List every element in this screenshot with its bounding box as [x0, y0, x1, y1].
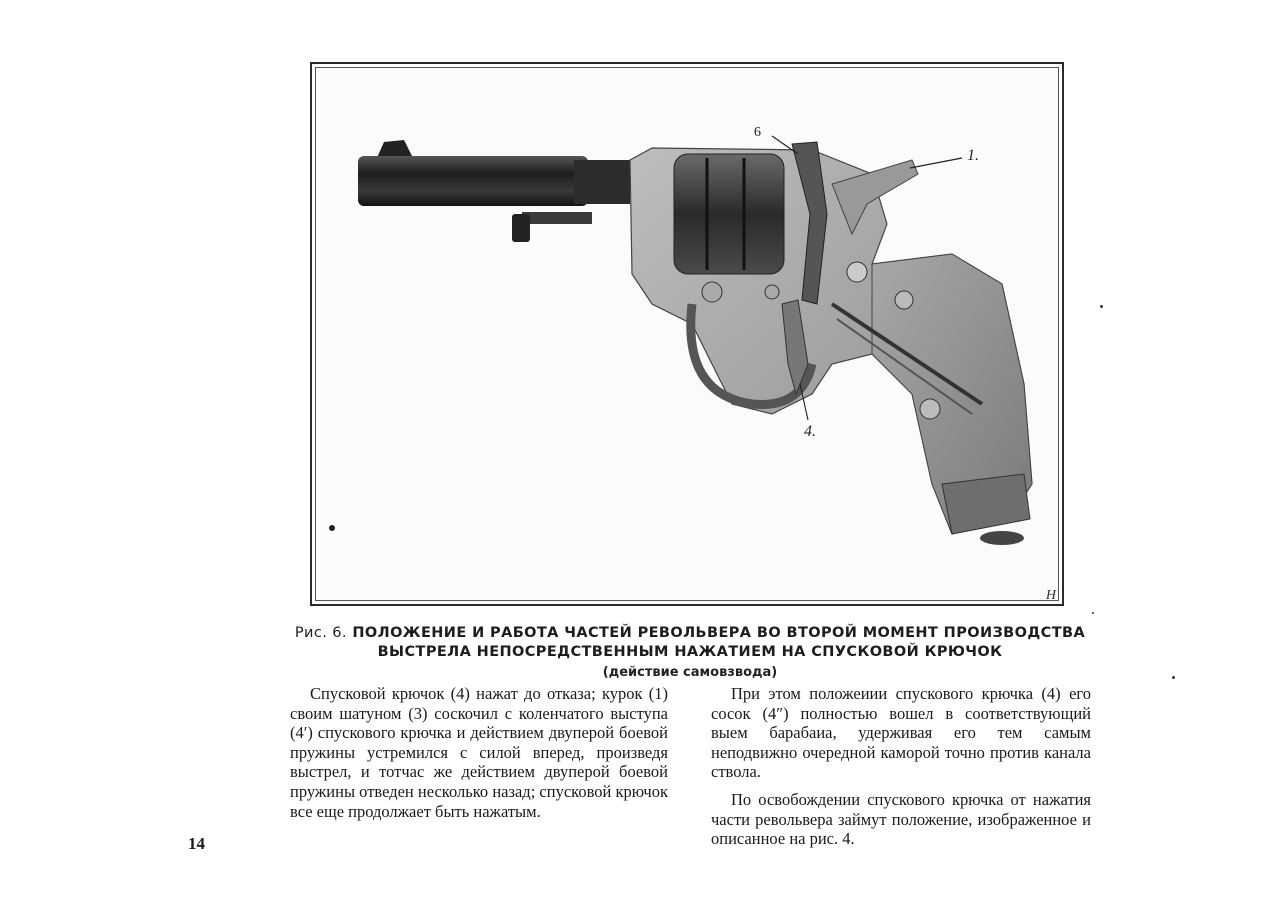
caption-line-2: ВЫСТРЕЛА НЕПОСРЕДСТВЕННЫМ НАЖАТИЕМ НА СПУСКОВОЙ КРЮЧОК — [377, 644, 1003, 660]
figure-frame — [310, 62, 1064, 606]
revolver-illustration — [312, 64, 1062, 604]
barrel-base — [574, 160, 630, 204]
corner-mark: Н — [1045, 588, 1056, 603]
cylinder — [674, 154, 784, 274]
label-4: 4. — [804, 423, 816, 440]
screw — [895, 291, 913, 309]
paragraph: По освобождении спускового крючка от нажатия части револьвера займут положение, изображенное и описанное на рис. 4. — [711, 789, 1091, 849]
ejector-knob — [512, 214, 530, 242]
page-number: 14 — [188, 834, 205, 853]
caption-line-1: ПОЛОЖЕНИЕ И РАБОТА ЧАСТЕЙ РЕВОЛЬВЕРА ВО ВТОРОЙ МОМЕНТ ПРОИЗВОДСТВА — [352, 625, 1086, 641]
butt-plate — [942, 474, 1030, 534]
screw — [702, 282, 722, 302]
screw — [765, 285, 779, 299]
screw — [847, 262, 867, 282]
paragraph: При этом положеиии спускового крючка (4) его сосок (4″) полностью вошел в соответствующий выем барабаиа, удерживая его тем самым неподвижно очередной каморой точно против канала ствола. — [711, 684, 1091, 782]
barrel — [358, 156, 588, 206]
left-column — [290, 684, 668, 821]
paragraph: Спусковой крючок (4) нажат до отказа; курок (1) своим шатуном (3) соскочил с коленчатого выступа (4′) спускового крючка и действием двуперой боевой пружины устремился с силой вперед, произведя выстрел, и тотчас же действием двуперой боевой пружины отведен несколько назад; спусковой крючок все еще продолжает быть нажатым. — [290, 684, 668, 821]
right-column — [711, 684, 1091, 849]
speck — [1172, 676, 1175, 679]
lanyard-ring — [980, 531, 1024, 545]
speck — [1092, 612, 1094, 614]
figure-caption — [290, 624, 1090, 662]
speck — [1100, 305, 1103, 308]
label-6: 6 — [754, 125, 761, 140]
ejector-rod — [522, 212, 592, 224]
screw — [920, 399, 940, 419]
figure-subcaption: (действие самовзвода) — [602, 665, 778, 680]
label-1: 1. — [967, 147, 979, 164]
figure-number: Рис. 6. — [294, 625, 347, 641]
